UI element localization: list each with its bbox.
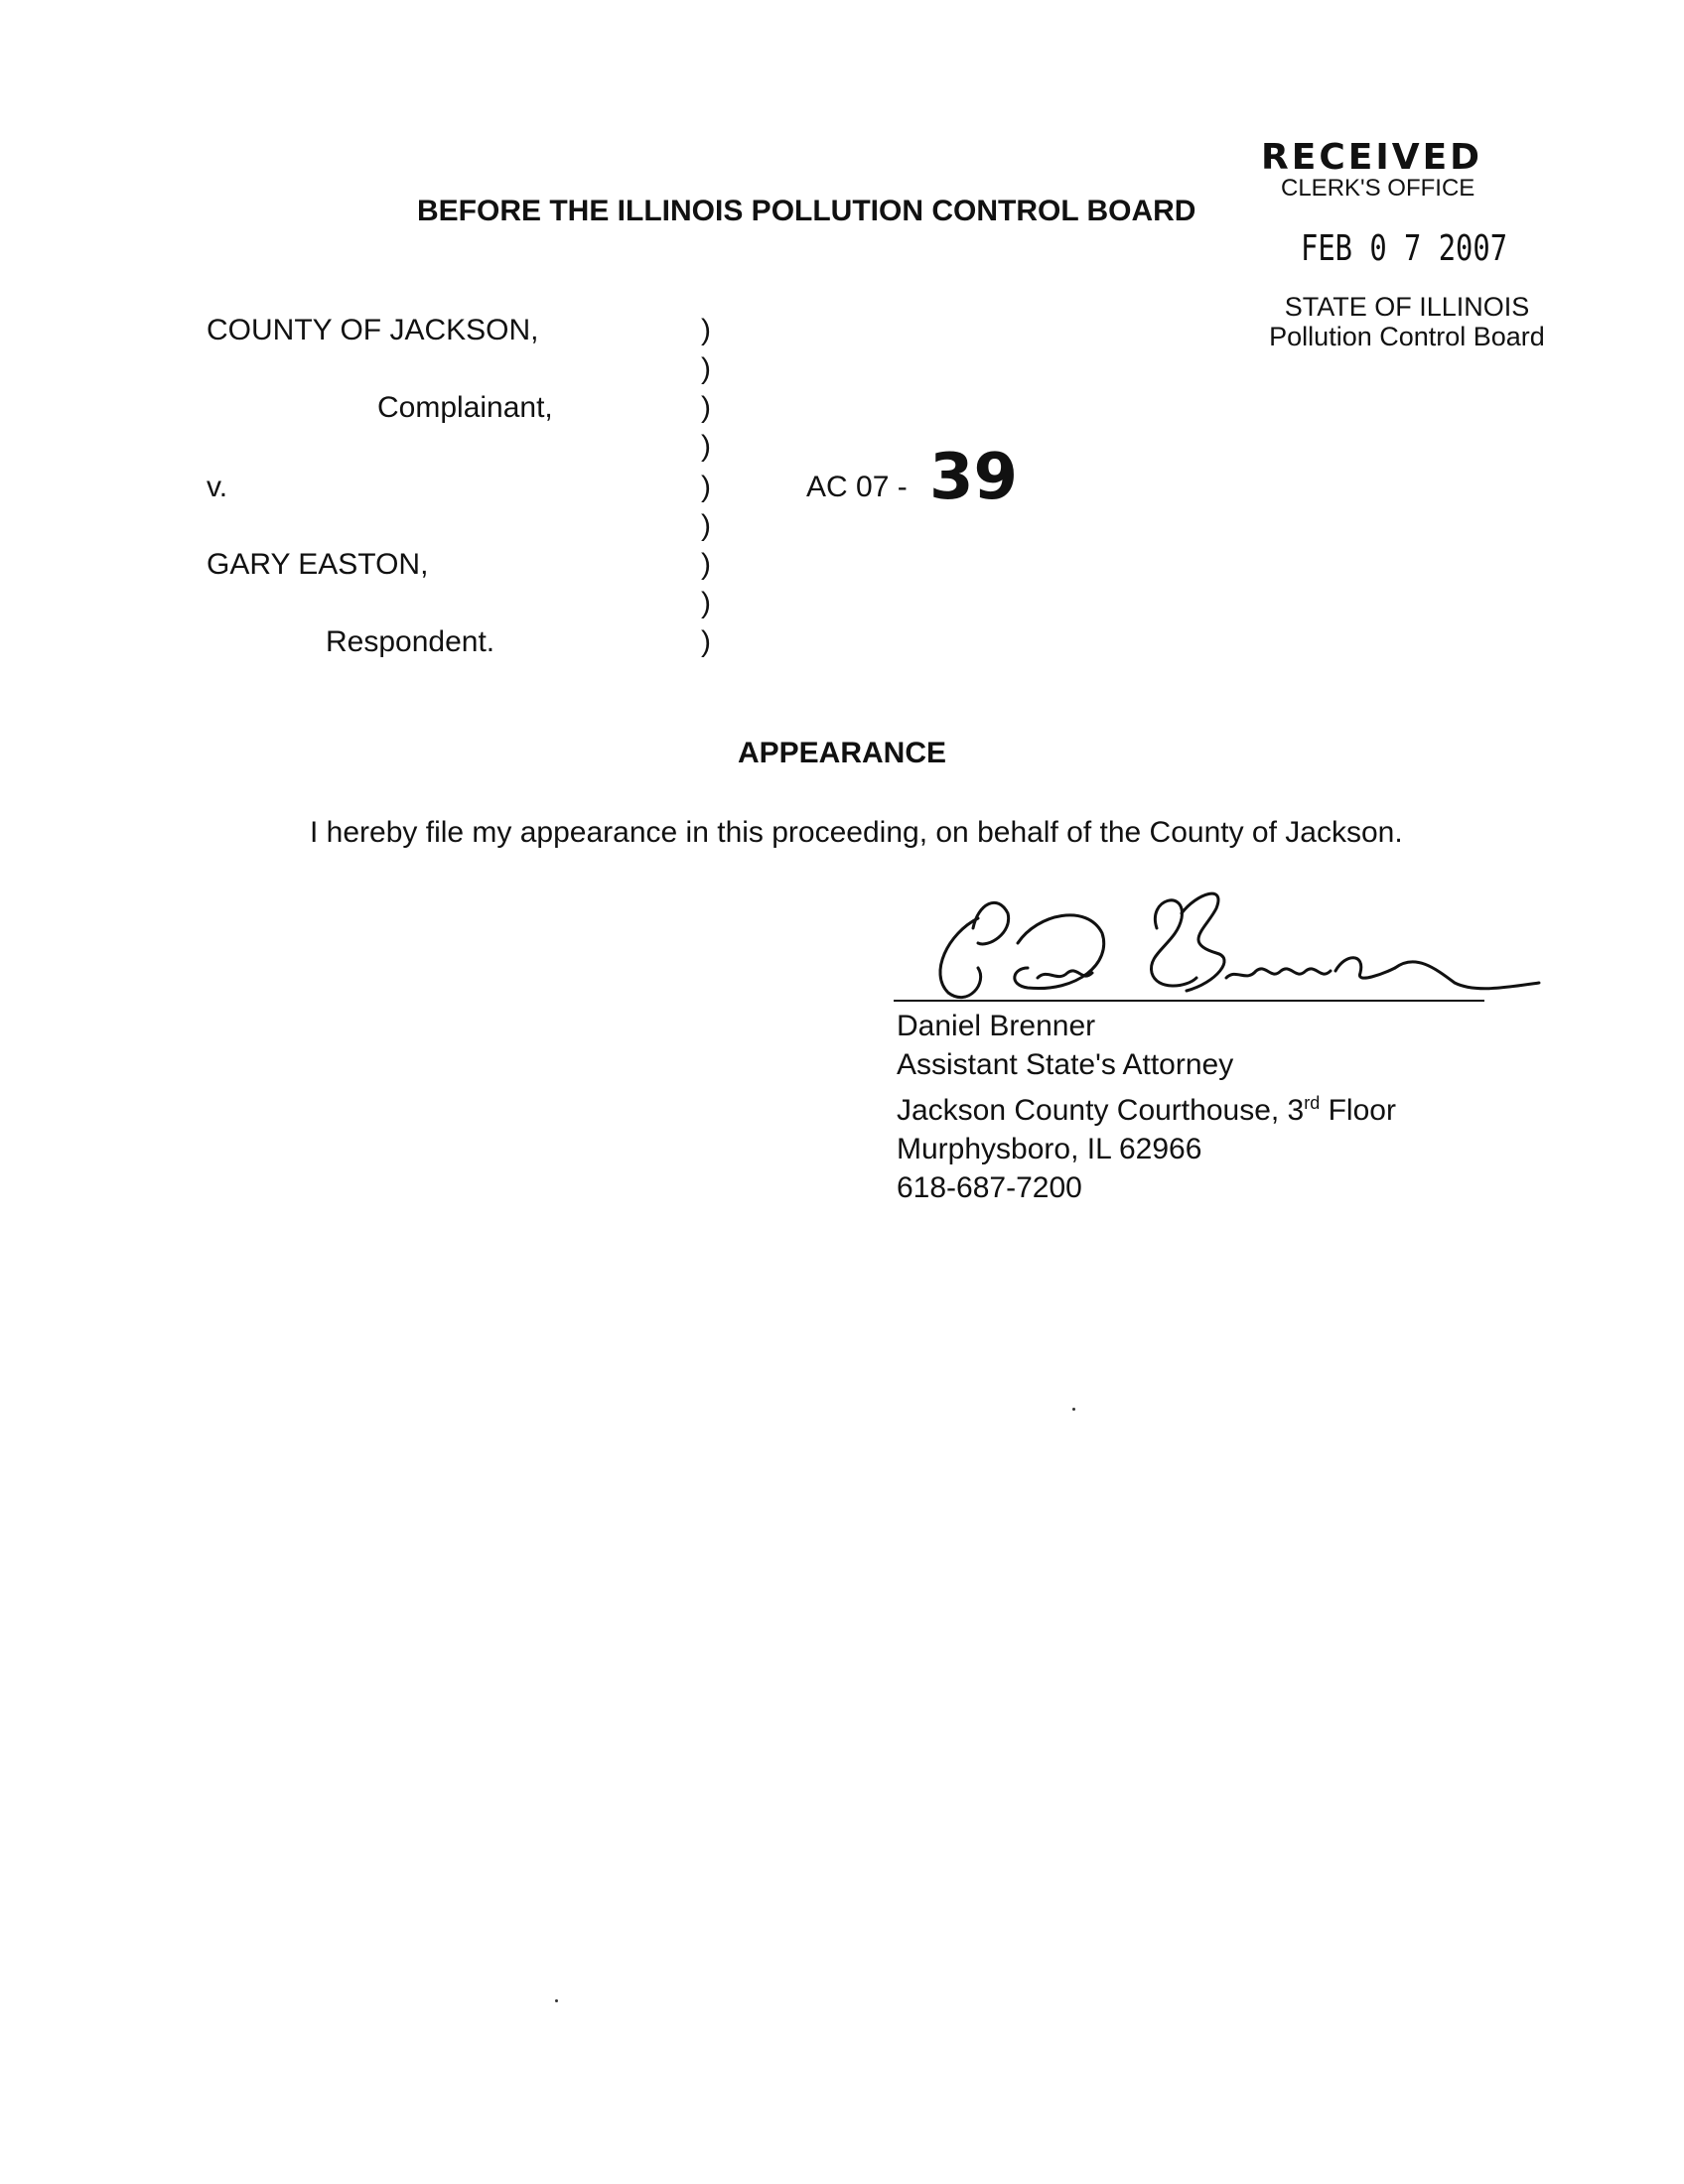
signer-phone: 618-687-7200: [897, 1171, 1082, 1204]
signature-text: Daniel Brenner: [918, 874, 925, 875]
document-heading: APPEARANCE: [737, 737, 947, 769]
appearance-statement: I hereby file my appearance in this proceeding, on behalf of the County of Jackson.: [310, 816, 1403, 849]
case-number-prefix: AC 07 -: [806, 471, 908, 503]
board-title: BEFORE THE ILLINOIS POLLUTION CONTROL BOARD: [417, 195, 1196, 227]
caption-paren: ): [701, 391, 711, 424]
board-line: Pollution Control Board: [1269, 322, 1545, 351]
signer-name: Daniel Brenner: [897, 1010, 1096, 1042]
caption-paren: ): [701, 548, 711, 581]
signer-block: [897, 1007, 1396, 1207]
scan-speck: [1072, 1408, 1075, 1411]
clerks-office-label: CLERK'S OFFICE: [1281, 175, 1475, 202]
caption-paren: ): [701, 625, 711, 658]
state-board-label: [1263, 292, 1551, 351]
caption-paren: ): [701, 314, 711, 346]
respondent-role: Respondent.: [326, 625, 495, 658]
received-date: FEB 0 7 2007: [1301, 228, 1508, 269]
case-number-handwritten: 39: [929, 441, 1019, 514]
caption-paren: ): [701, 587, 711, 619]
caption-paren: ): [701, 509, 711, 542]
complainant-name: COUNTY OF JACKSON,: [207, 314, 539, 346]
signer-city: Murphysboro, IL 62966: [897, 1133, 1202, 1165]
caption-paren: ): [701, 430, 711, 463]
versus-label: v.: [207, 471, 228, 503]
respondent-name: GARY EASTON,: [207, 548, 429, 581]
caption-paren: ): [701, 471, 711, 503]
received-stamp: RECEIVED: [1261, 137, 1483, 178]
signature-line: [894, 1000, 1484, 1002]
signer-title: Assistant State's Attorney: [897, 1048, 1234, 1081]
complainant-role: Complainant,: [377, 391, 553, 424]
signer-address: Jackson County Courthouse, 3rd Floor: [897, 1093, 1396, 1127]
scan-speck: [555, 1999, 558, 2002]
state-line: STATE OF ILLINOIS: [1284, 292, 1530, 322]
caption-paren: ): [701, 352, 711, 385]
